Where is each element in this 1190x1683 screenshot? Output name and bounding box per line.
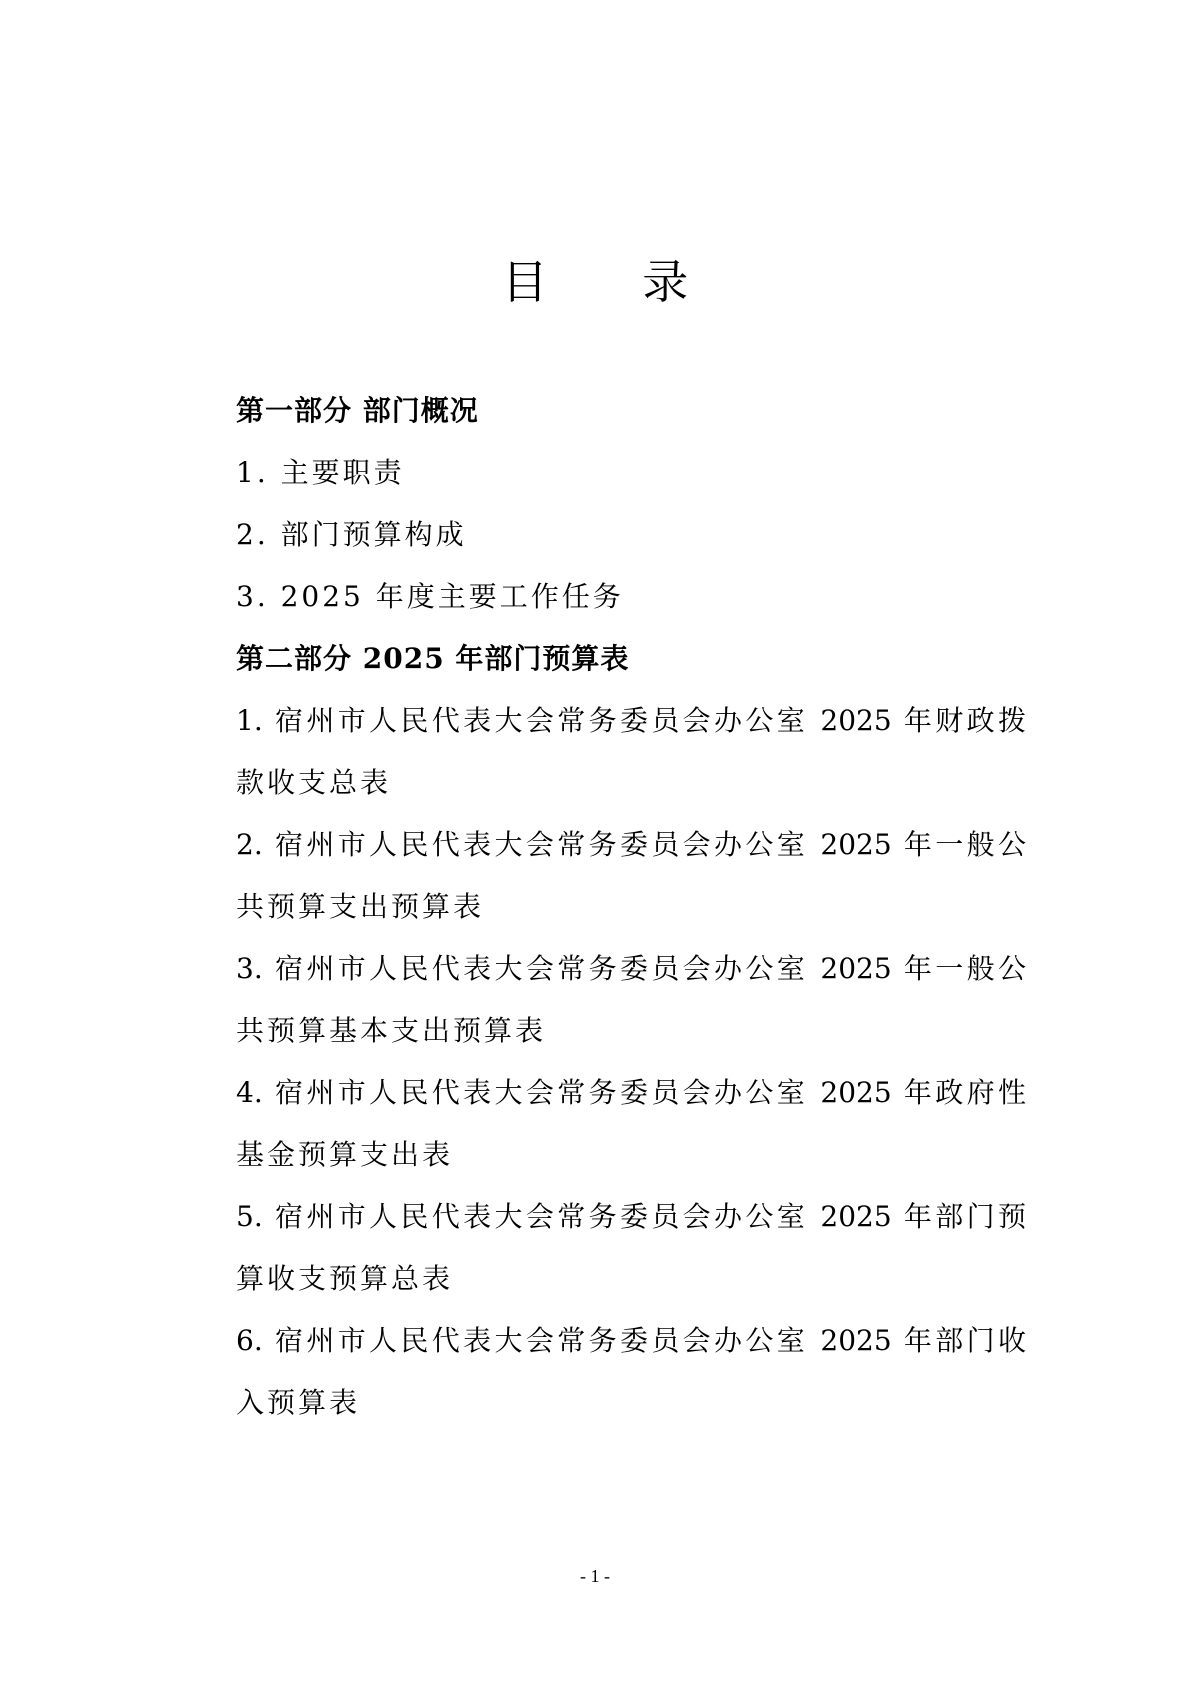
toc-item-continuation: 基金预算支出表 [236,1138,454,1171]
toc-item-continuation: 款收支总表 [236,766,392,799]
toc-item: 5. 宿州市人民代表大会常务委员会办公室 2025 年部门预 [236,1200,1026,1233]
toc-item-continuation: 算收支预算总表 [236,1262,454,1295]
toc-section-heading: 第二部分 2025 年部门预算表 [236,642,630,675]
toc-item: 3. 宿州市人民代表大会常务委员会办公室 2025 年一般公 [236,952,1026,985]
toc-item: 3. 2025 年度主要工作任务 [236,580,624,613]
table-of-contents [236,380,1026,1434]
toc-item: 4. 宿州市人民代表大会常务委员会办公室 2025 年政府性 [236,1076,1026,1109]
page-title: 目 录 [501,255,729,309]
toc-item-continuation: 共预算支出预算表 [236,890,485,923]
toc-item-continuation: 共预算基本支出预算表 [236,1014,547,1047]
page-number: - 1 - [580,1566,610,1586]
toc-item: 6. 宿州市人民代表大会常务委员会办公室 2025 年部门收 [236,1324,1026,1357]
toc-item: 1. 主要职责 [236,456,405,489]
toc-item: 2. 部门预算构成 [236,518,467,551]
toc-item-continuation: 入预算表 [236,1386,361,1419]
toc-item: 2. 宿州市人民代表大会常务委员会办公室 2025 年一般公 [236,828,1026,861]
toc-section-heading: 第一部分 部门概况 [236,394,479,427]
toc-item: 1. 宿州市人民代表大会常务委员会办公室 2025 年财政拨 [236,704,1026,737]
